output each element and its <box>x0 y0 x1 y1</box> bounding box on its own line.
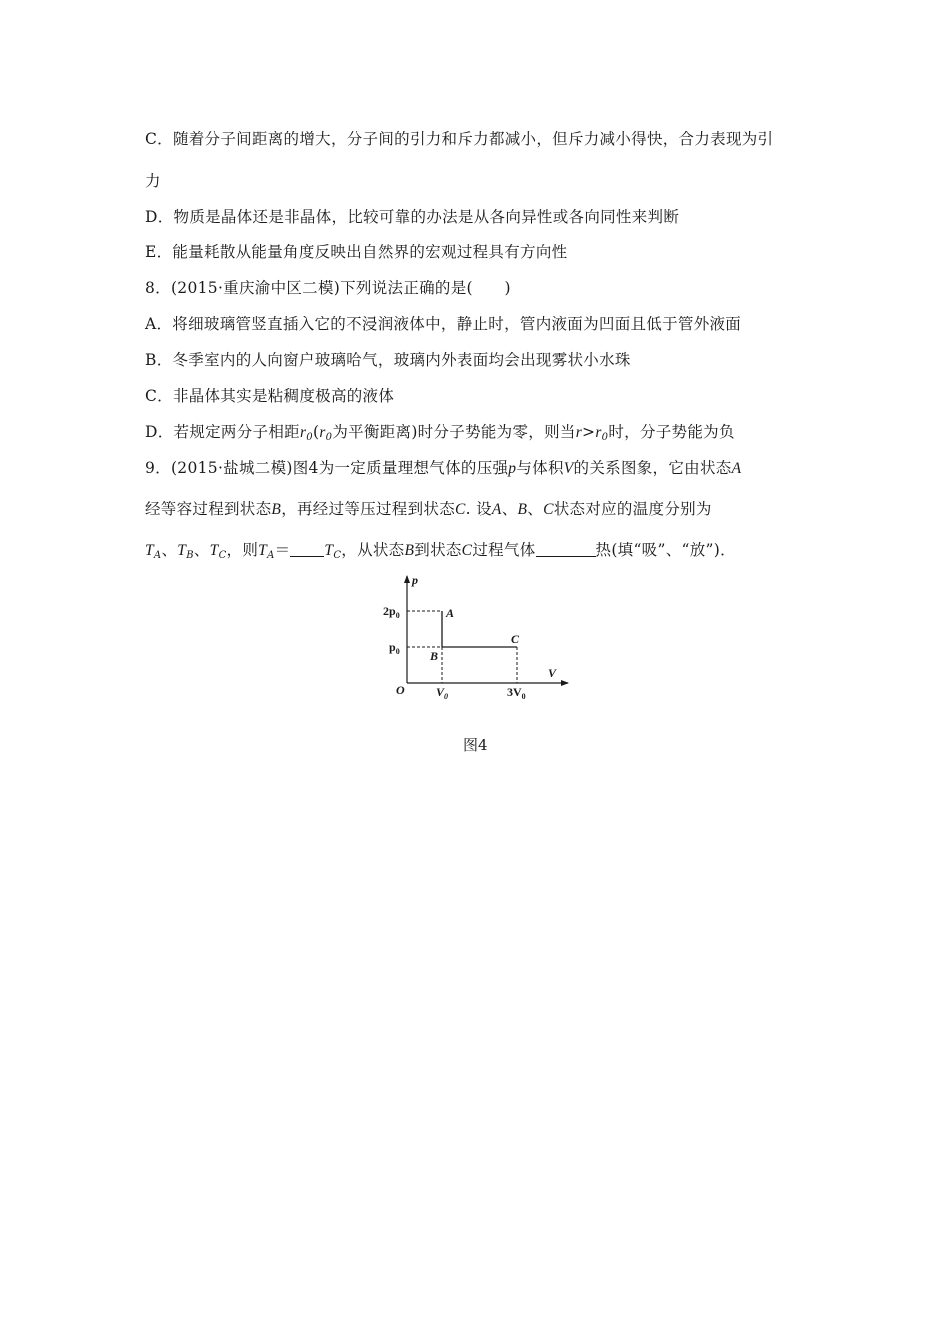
option-c-line2: 力 <box>145 172 161 190</box>
point-b-label: B <box>430 649 439 663</box>
tick-2p0: $2p_0$ <box>383 604 400 620</box>
option-c-line1: C．随着分子间距离的增大，分子间的引力和斥力都减小，但斥力减小得快，合力表现为引 <box>145 130 774 148</box>
pv-diagram-svg <box>380 568 575 703</box>
question-9-line2: 经等容过程到状态B，再经过等压过程到状态C. 设A、B、C状态对应的温度分别为 <box>145 500 712 518</box>
point-c-label: C <box>511 632 520 646</box>
question-8-stem: 8．(2015·重庆渝中区二模)下列说法正确的是( ) <box>145 279 511 297</box>
q8-option-b: B．冬季室内的人向窗户玻璃哈气，玻璃内外表面均会出现雾状小水珠 <box>145 351 631 369</box>
tick-3v0: $3V_0$ <box>507 685 526 701</box>
q8-option-a: A．将细玻璃管竖直插入它的不浸润液体中，静止时，管内液面为凹面且低于管外液面 <box>145 315 742 333</box>
answer-blank-heat[interactable] <box>536 542 596 557</box>
tick-p0: $p_0$ <box>389 640 400 656</box>
origin-label: O <box>396 683 405 697</box>
figure-caption: 图4 <box>463 736 488 754</box>
answer-blank-temperature[interactable] <box>290 542 324 557</box>
point-a-label: A <box>446 606 455 620</box>
option-d: D．物质是晶体还是非晶体，比较可靠的办法是从各向异性或各向同性来判断 <box>145 208 680 226</box>
pv-diagram <box>380 568 575 707</box>
question-9-line3: $T_A$、$T_B$、$T_C$，则$T_A= T_C$，从状态B到状态C过程气体 热(填“吸”、“放”)． <box>145 541 736 561</box>
tick-v0: $V_0$ <box>436 685 449 701</box>
option-e: E．能量耗散从能量角度反映出自然界的宏观过程具有方向性 <box>145 243 568 261</box>
q8-option-c: C．非晶体其实是粘稠度极高的液体 <box>145 387 395 405</box>
question-9-line1: 9．(2015·盐城二模)图4为一定质量理想气体的压强p与体积V的关系图象，它由状态A <box>145 459 742 477</box>
axis-label-v: V <box>548 666 557 680</box>
axis-label-p: p <box>412 573 418 587</box>
q8-option-d: D．若规定两分子相距$r_0(r_0$为平衡距离)时分子势能为零，则当$r>r_0$时，分子势能为负 <box>145 423 735 443</box>
